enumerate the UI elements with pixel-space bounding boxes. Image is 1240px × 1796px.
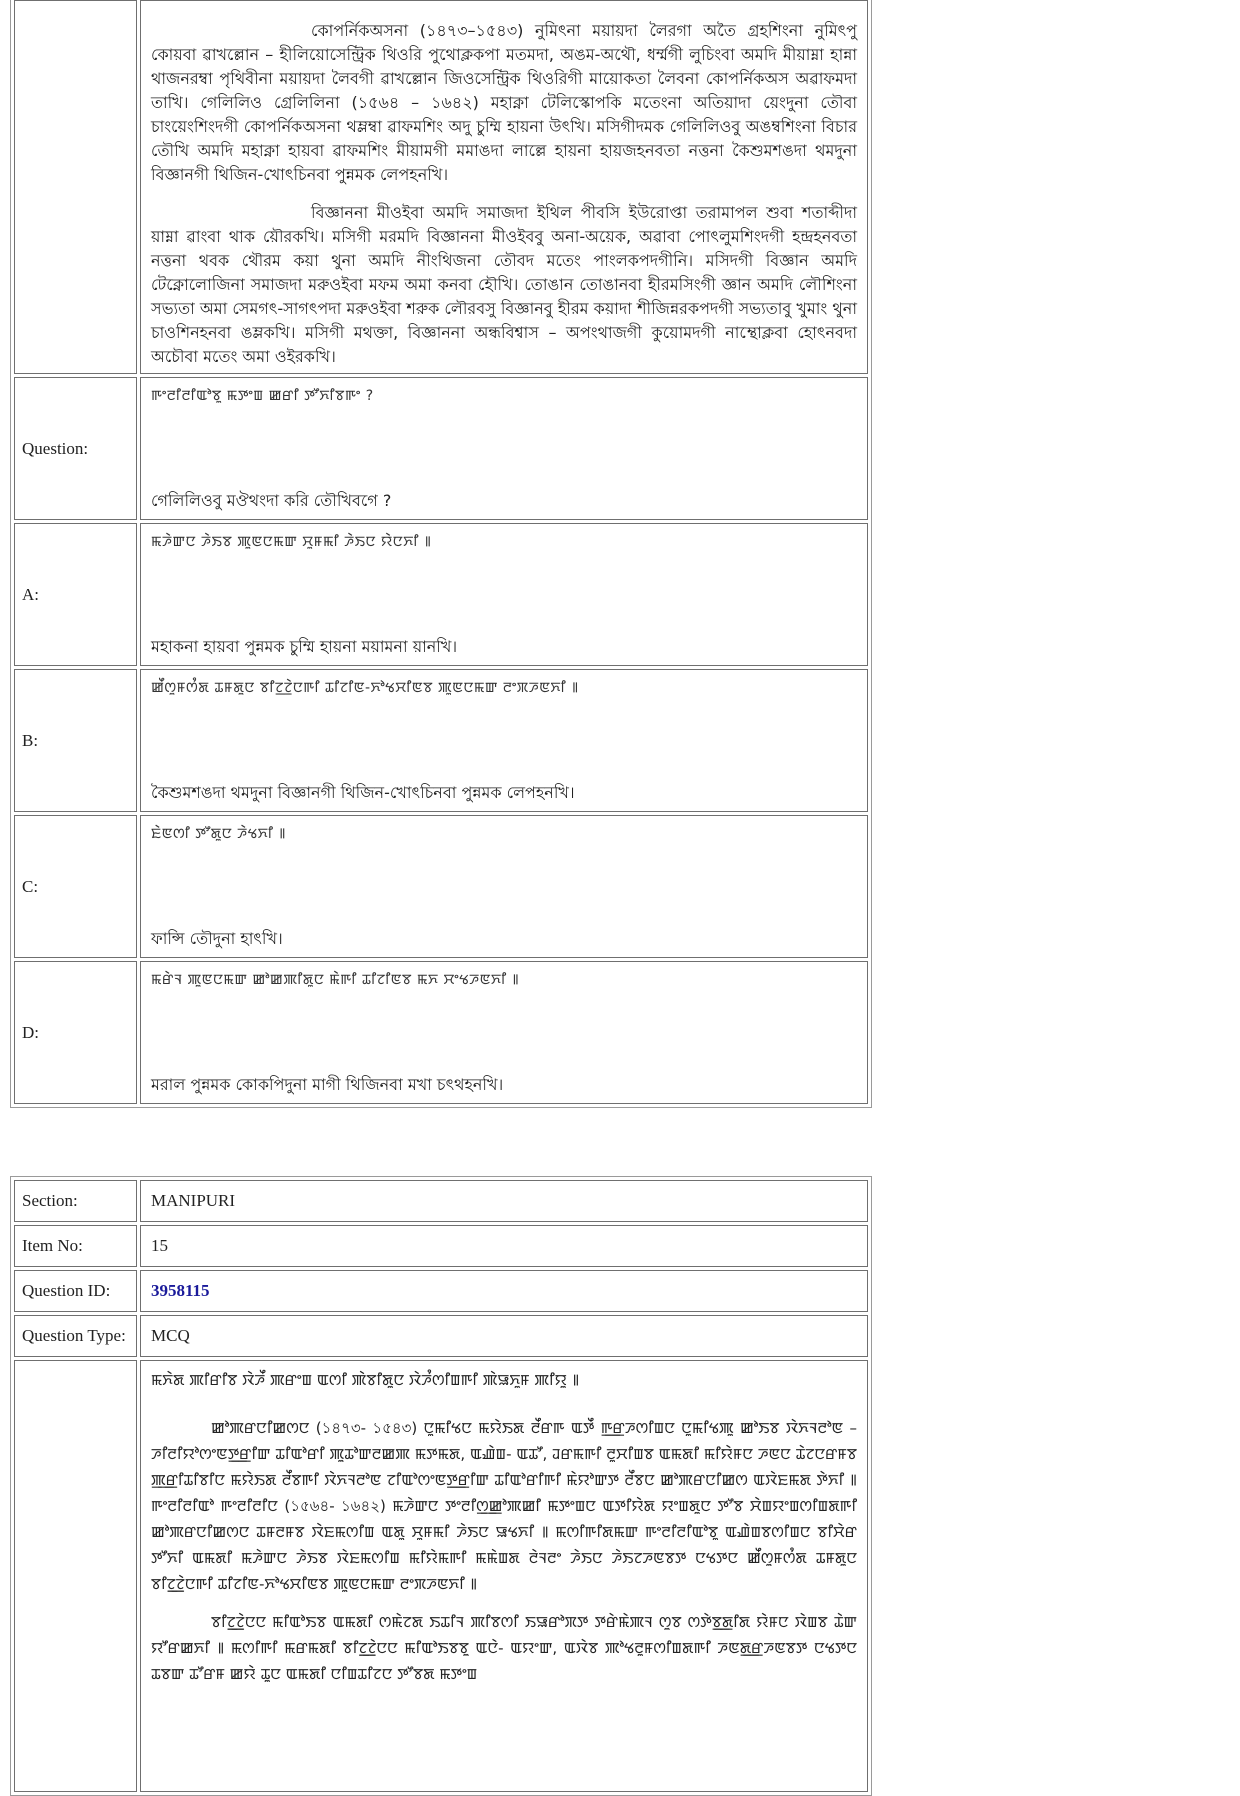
option-a-label: A: [14,523,137,666]
passage-paragraph-1: কোপর্নিকঅসনা (১৪৭৩–১৫৪৩) নুমিৎনা ময়ায়দা লৈরগা অতৈ গ্রহশিংনা নুমিৎপু কোয়বা ৱাখল্লোন – হীলিয়োসেন্ট্রিক থিওরি পুথোক্লকপা মতমদা, অঙম-অথৌ, ধর্ম্মগী লুচিংবা অমদি মীয়াম্না হান্না থাজনরম্বা পৃথিবীনা ময়ায়দা লৈবগী ৱাখল্লোন জিওসেন্ট্রিক থিওরিগী মায়োকতা লৈবনা কোপর্নিকঅস অৱাফমদা তাখি। গেলিলিও গ্রেলিলিনা (১৫৬৪ – ১৬৪২) মহাক্না টেলিস্কোপকি মতেংনা অতিয়াদা য়েংদুনা তৌবা চাংয়েংশিংদগী কোপর্নিকঅসনা থম্লম্বা ৱাফমশিং অদু চুম্মি হায়না উৎখি। মসিগীদমক গেলিলিওবু অঙম্বশিংনা বিচার তৌখি অমদি মহাক্না হায়বা ৱাফমশিং মীয়ামগী মমাঙদা লাল্লে হায়না হায়জহনবতা নত্তনা কৈশুমশঙদা থমদুনা বিজ্ঞানগী থিজিন-খোৎচিনবা পুন্নমক লেপহনখি। [151,21,857,184]
option-d-meitei: ꯃꯔꯥꯜ ꯄꯨꯟꯅꯃꯛ ꯀꯣꯀꯄꯤꯗꯨꯅ ꯃꯥꯒꯤ ꯊꯤꯖꯤꯟꯕ ꯃꯈ ꯆꯦꯠꯍꯟꯈꯤ ꯫ [151,972,520,988]
option-c-cell [140,815,868,958]
option-b-bengali: কৈশুমশঙদা থমদুনা বিজ্ঞানগী থিজিন-খোৎচিনবা পুন্নমক লেপহনখি। [151,783,575,802]
passage2-label-cell [14,1360,137,1792]
passage2-cell [140,1360,868,1792]
option-d-bengali: মরাল পুন্নমক কোকপিদুনা মাগী থিজিনবা মখা চৎথহনখি। [151,1075,504,1094]
passage2-paragraph-1: ꯀꯣꯄꯔꯅꯤꯀꯁꯅ (১৪৭৩- ১৫৪৩) ꯅꯨꯃꯤꯠꯅ ꯃꯌꯥꯏꯗ ꯂꯩꯔꯒ ꯑꯇꯩ ꯒ꯭ꯔꯍꯁꯤꯡꯅ ꯅꯨꯃꯤꯠꯄꯨ ꯀꯣꯏꯕ ꯋꯥꯈꯜꯂꯣꯟ – ꯍꯤꯂꯤꯌꯣꯁꯦꯟꯇ꯭ꯔꯤꯛ ꯊꯤꯑꯣꯔꯤ ꯄꯨꯊꯣꯛꯂꯀꯄ ꯃꯇꯃꯗ, ꯑꯉꯥꯡ- ꯑꯊꯧ, ꯙꯔꯃꯒꯤ ꯂꯨꯆꯤꯡꯕ ꯑꯃꯗꯤ ꯃꯤꯌꯥꯝꯅ ꯍꯟꯅ ꯊꯥꯖꯅꯔꯝꯕ ꯄ꯭ꯔꯤꯊꯤꯕꯤꯅ ꯃꯌꯥꯏꯗ ꯂꯩꯕꯒꯤ ꯋꯥꯈꯜꯂꯣꯟ ꯖꯤꯑꯣꯁꯦꯟꯇ꯭ꯔꯤꯛ ꯊꯤꯑꯣꯔꯤꯒꯤ ꯃꯥꯌꯣꯛꯇ ꯂꯩꯕꯅ ꯀꯣꯄꯔꯅꯤꯀꯁ ꯑꯋꯥꯐꯃꯗ ꯇꯥꯈꯤ ꯫ ꯒꯦꯂꯤꯂꯤꯑꯣ ꯒꯦꯂꯤꯂꯤꯅ (১৫৬৪- ১৬৪২) ꯃꯍꯥꯛꯅ ꯇꯦꯂꯤꯁ꯭ꯀꯣꯄꯀꯤ ꯃꯇꯦꯡꯅ ꯑꯇꯤꯌꯥꯗ ꯌꯦꯡꯗꯨꯅ ꯇꯧꯕ ꯆꯥꯡꯌꯦꯡꯁꯤꯡꯗꯒꯤ ꯀꯣꯄꯔꯅꯤꯀꯁꯅ ꯊꯝꯂꯝꯕ ꯋꯥꯐꯃꯁꯤꯡ ꯑꯗꯨ ꯆꯨꯝꯃꯤ ꯍꯥꯏꯅ ꯎꯠꯈꯤ ꯫ ꯃꯁꯤꯒꯤꯗꯃꯛ ꯒꯦꯂꯤꯂꯤꯑꯣꯕꯨ ꯑꯉꯥꯡꯕꯁꯤꯡꯅ ꯕꯤꯆꯥꯔ ꯇꯧꯈꯤ ꯑꯃꯗꯤ ꯃꯍꯥꯛꯅ ꯍꯥꯏꯕ ꯋꯥꯐꯃꯁꯤꯡ ꯃꯤꯌꯥꯃꯒꯤ ꯃꯃꯥꯡꯗ ꯂꯥꯜꯂꯦ ꯍꯥꯏꯅ ꯍꯥꯏꯖꯍꯟꯕꯇ ꯅꯠꯇꯅ ꯀꯩꯁꯨꯝꯁꯪꯗ ꯊꯝꯗꯨꯅ ꯕꯤꯖ꯭ꯖꯥꯅꯒꯤ ꯊꯤꯖꯤꯟ-ꯈꯣꯠꯆꯤꯟꯕ ꯄꯨꯟꯅꯃꯛ ꯂꯦꯞꯍꯟꯈꯤ ꯫ [151,1419,857,1593]
option-b-meitei: ꯀꯩꯁꯨꯝꯁꯪꯗ ꯊꯝꯗꯨꯅ ꯕꯤꯖ꯭ꯖꯥꯅꯒꯤ ꯊꯤꯖꯤꯟ-ꯈꯣꯠꯆꯤꯟꯕ ꯄꯨꯟꯅꯃꯛ ꯂꯦꯞꯍꯟꯈꯤ ꯫ [151,680,579,696]
question-id-label: Question ID: [14,1270,137,1312]
option-d-label: D: [14,961,137,1104]
option-a-bengali: মহাকনা হায়বা পুন্নমক চুম্মি হায়না ময়ামনা য়ানখি। [151,637,458,656]
question-type-label: Question Type: [14,1315,137,1357]
item-no-value: 15 [140,1225,868,1267]
question-id-value[interactable]: 3958115 [140,1270,868,1312]
question-label: Question: [14,377,137,520]
passage-cell [140,0,868,374]
option-a-cell [140,523,868,666]
item-no-label: Item No: [14,1225,137,1267]
option-c-meitei: ꯐꯥꯟꯁꯤ ꯇꯧꯗꯨꯅ ꯍꯥꯠꯈꯤ ꯫ [151,826,286,842]
option-c-label: C: [14,815,137,958]
question-type-value: MCQ [140,1315,868,1357]
section-label: Section: [14,1180,137,1222]
section-value: MANIPURI [140,1180,868,1222]
passage2-intro: ꯃꯈꯥꯗ ꯄꯤꯔꯤꯕ ꯋꯥꯍꯩ ꯄꯔꯦꯡ ꯑꯁꯤ ꯄꯥꯕꯤꯗꯨꯅ ꯋꯥꯍꯪꯁꯤꯡꯒꯤ ꯄꯥꯎꯈꯨꯝ ꯄꯤꯌꯨ ꯫ [151,1371,580,1389]
option-b-cell [140,669,868,812]
option-c-bengali: ফান্সি তৌদুনা হাৎখি। [151,929,283,948]
option-b-label: B: [14,669,137,812]
passage2-paragraph-2: ꯕꯤꯖ꯭ꯖꯥꯅꯅ ꯃꯤꯑꯣꯏꯕ ꯑꯃꯗꯤ ꯁꯃꯥꯖꯗ ꯏꯊꯤꯜ ꯄꯤꯕꯁꯤ ꯏꯎꯔꯣꯞꯇ ꯇꯔꯥꯃꯥꯄꯜ ꯁꯨꯕ ꯁꯇꯥꯕ꯭ꯗꯤꯗ ꯌꯥꯝꯅ ꯋꯥꯡꯕ ꯊꯥꯛ ꯌꯧꯔꯀꯈꯤ ꯫ ꯃꯁꯤꯒꯤ ꯃꯔꯃꯗꯤ ꯕꯤꯖ꯭ꯖꯥꯅꯅ ꯃꯤꯑꯣꯏꯕꯕꯨ ꯑꯅꯥ- ꯑꯌꯦꯛ, ꯑꯋꯥꯕ ꯄꯣꯠꯂꯨꯝꯁꯤꯡꯗꯒꯤ ꯍꯟꯗ꯭ꯔꯍꯟꯕꯇ ꯅꯠꯇꯅ ꯊꯕꯛ ꯊꯧꯔꯝ ꯀꯌꯥ ꯊꯨꯅ ꯑꯃꯗꯤ ꯅꯤꯡꯊꯤꯖꯅ ꯇꯧꯕꯗ ꯃꯇꯦꯡ [151,1613,857,1683]
question-meta-table [10,1176,872,1796]
passage-paragraph-2: বিজ্ঞাননা মীওইবা অমদি সমাজদা ইথিল পীবসি ইউরোপ্তা তরামাপল শুবা শতাব্দীদা য়াম্না ৱাংবা থাক য়ৌরকখি। মসিগী মরমদি বিজ্ঞাননা মীওইববু অনা-অয়েক, অৱাবা পোৎলুমশিংদগী হন্দ্রহনবতা নত্তনা থবক থৌরম কয়া থুনা অমদি নীংথিজনা তৌবদ মতেং পাংলকপদগীনি। মসিদগী বিজ্ঞান অমদি টেক্নোলোজিনা সমাজদা মরুওইবা মফম অমা কনবা হৌখি। তোঙান তোঙানবা হীরমসিংগী জ্ঞান অমদি লৌশিংনা সভ্যতা অমা সেমগৎ-সাগৎপদা মরুওইবা শরুক লৌরবসু বিজ্ঞানবু হীরম কয়াদা শীজিন্নরকপদগী সভ্যতাবু খুমাং থুনা চাওশিনহনবা ঙম্লকখি। মসিগী মথক্তা, বিজ্ঞাননা অন্ধবিশ্বাস – অপংথাজগী কুয়োমদগী নাম্থোক্লবা হোৎনবদা অচৌবা মতেং অমা ওইরকখি। [151,203,857,366]
question-text-bengali: গেলিলিওবু মঔথংদা করি তৌখিবগে ? [151,491,392,510]
question-cell [140,377,868,520]
question-text-meitei: ꯒꯦꯂꯤꯂꯤꯑꯣꯕꯨ ꯃꯇꯦꯡ ꯀꯔꯤ ꯇꯧꯈꯤꯕꯒꯦ ? [151,388,374,404]
option-a-meitei: ꯃꯍꯥꯛꯅ ꯍꯥꯏꯕ ꯄꯨꯟꯅꯃꯛ ꯆꯨꯝꯃꯤ ꯍꯥꯏꯅ ꯌꯥꯅꯈꯤ ꯫ [151,534,432,550]
option-d-cell [140,961,868,1104]
passage-label-cell [14,0,137,374]
question-table [10,0,872,1108]
